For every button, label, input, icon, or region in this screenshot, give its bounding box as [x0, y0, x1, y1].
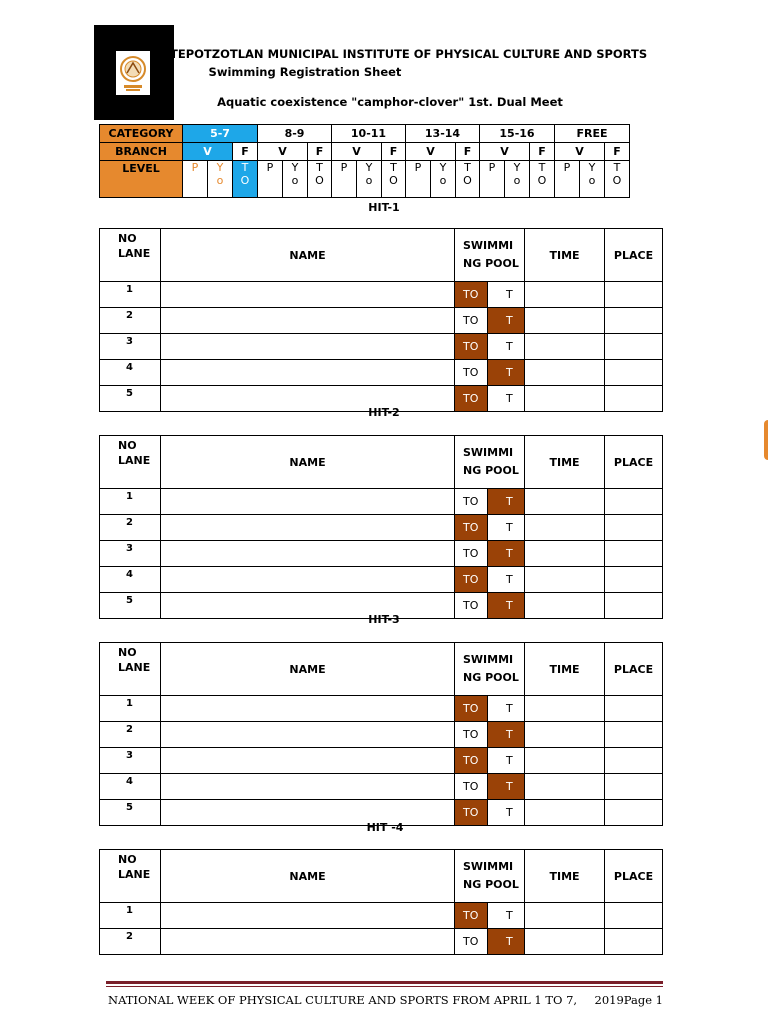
lane-number: 1	[100, 282, 161, 308]
level-label: LEVEL	[100, 161, 183, 198]
table-row	[100, 334, 663, 360]
lane-header: NO LANE	[100, 229, 161, 282]
footer-event-text: NATIONAL WEEK OF PHYSICAL CULTURE AND SPORTS FROM APRIL 1 TO 7,	[108, 993, 578, 1007]
time-cell[interactable]	[525, 593, 605, 619]
place-cell[interactable]	[605, 929, 663, 955]
branch-row	[100, 143, 630, 161]
pool-t-cell: T	[488, 593, 525, 619]
category-table	[99, 124, 630, 198]
time-cell[interactable]	[525, 696, 605, 722]
lane-number: 1	[100, 489, 161, 515]
place-cell[interactable]	[605, 696, 663, 722]
place-cell[interactable]	[605, 722, 663, 748]
branch-f: F	[456, 143, 480, 161]
heat-table	[99, 228, 663, 412]
heat-header-row	[100, 229, 663, 282]
branch-v: V	[258, 143, 308, 161]
time-cell[interactable]	[525, 800, 605, 826]
name-cell[interactable]	[161, 748, 455, 774]
pool-to-cell: TO	[455, 334, 488, 360]
pool-to-cell: TO	[455, 541, 488, 567]
place-cell[interactable]	[605, 541, 663, 567]
place-cell[interactable]	[605, 360, 663, 386]
name-cell[interactable]	[161, 515, 455, 541]
table-row	[100, 282, 663, 308]
event-title: Aquatic coexistence "camphor-clover" 1st. Dual Meet	[217, 95, 563, 109]
category-row	[100, 125, 630, 143]
place-header: PLACE	[605, 229, 663, 282]
pool-t-cell: T	[488, 903, 525, 929]
pool-header: SWIMMI NG POOL	[455, 850, 525, 903]
level-yo: Y o	[431, 161, 456, 198]
time-cell[interactable]	[525, 308, 605, 334]
lane-number: 3	[100, 334, 161, 360]
pool-t-cell: T	[488, 282, 525, 308]
pool-to-cell: TO	[455, 903, 488, 929]
pool-t-cell: T	[488, 929, 525, 955]
pool-to-cell: TO	[455, 722, 488, 748]
place-cell[interactable]	[605, 593, 663, 619]
level-to: T O	[233, 161, 258, 198]
heat-title: HIT-3	[368, 613, 400, 626]
name-cell[interactable]	[161, 541, 455, 567]
table-row	[100, 903, 663, 929]
level-row	[100, 161, 630, 198]
category-5-7: 5-7	[183, 125, 258, 143]
name-cell[interactable]	[161, 567, 455, 593]
time-cell[interactable]	[525, 722, 605, 748]
pool-t-cell: T	[488, 386, 525, 412]
name-header: NAME	[161, 436, 455, 489]
pool-t-cell: T	[488, 696, 525, 722]
pool-t-cell: T	[488, 334, 525, 360]
name-cell[interactable]	[161, 929, 455, 955]
place-cell[interactable]	[605, 567, 663, 593]
category-15-16: 15-16	[480, 125, 555, 143]
branch-v: V	[480, 143, 530, 161]
pool-to-cell: TO	[455, 489, 488, 515]
name-cell[interactable]	[161, 282, 455, 308]
pool-to-cell: TO	[455, 929, 488, 955]
table-row	[100, 567, 663, 593]
table-row	[100, 774, 663, 800]
time-cell[interactable]	[525, 515, 605, 541]
pool-header: SWIMMI NG POOL	[455, 436, 525, 489]
lane-number: 1	[100, 696, 161, 722]
branch-f: F	[605, 143, 630, 161]
level-p: P	[480, 161, 505, 198]
time-header: TIME	[525, 229, 605, 282]
pool-to-cell: TO	[455, 386, 488, 412]
lane-number: 2	[100, 722, 161, 748]
place-cell[interactable]	[605, 800, 663, 826]
pool-to-cell: TO	[455, 593, 488, 619]
sheet-title: Swimming Registration Sheet	[208, 65, 402, 79]
pool-to-cell: TO	[455, 282, 488, 308]
level-p: P	[183, 161, 208, 198]
lane-number: 2	[100, 929, 161, 955]
table-row	[100, 696, 663, 722]
time-cell[interactable]	[525, 567, 605, 593]
place-cell[interactable]	[605, 282, 663, 308]
table-row	[100, 929, 663, 955]
place-cell[interactable]	[605, 903, 663, 929]
name-header: NAME	[161, 850, 455, 903]
lane-number: 4	[100, 774, 161, 800]
time-cell[interactable]	[525, 903, 605, 929]
lane-number: 1	[100, 903, 161, 929]
name-cell[interactable]	[161, 903, 455, 929]
pool-t-cell: T	[488, 774, 525, 800]
lane-number: 4	[100, 567, 161, 593]
name-header: NAME	[161, 643, 455, 696]
institute-title: TEPOTZOTLAN MUNICIPAL INSTITUTE OF PHYSICAL CULTURE AND SPORTS	[170, 47, 648, 61]
branch-f: F	[530, 143, 555, 161]
heat-title: HIT-1	[368, 201, 400, 214]
pool-header: SWIMMI NG POOL	[455, 229, 525, 282]
time-cell[interactable]	[525, 774, 605, 800]
name-cell[interactable]	[161, 308, 455, 334]
time-cell[interactable]	[525, 929, 605, 955]
time-header: TIME	[525, 436, 605, 489]
heat-title: HIT -4	[366, 821, 404, 834]
level-yo: Y o	[357, 161, 382, 198]
pool-to-cell: TO	[455, 800, 488, 826]
level-to: T O	[530, 161, 555, 198]
branch-v: V	[406, 143, 456, 161]
table-row	[100, 515, 663, 541]
time-cell[interactable]	[525, 360, 605, 386]
logo-box	[94, 25, 174, 120]
lane-number: 5	[100, 800, 161, 826]
pool-to-cell: TO	[455, 696, 488, 722]
page-edge-mark	[764, 420, 768, 460]
branch-f: F	[382, 143, 406, 161]
branch-v: V	[183, 143, 233, 161]
lane-number: 5	[100, 593, 161, 619]
lane-number: 2	[100, 308, 161, 334]
name-cell[interactable]	[161, 334, 455, 360]
branch-v: V	[332, 143, 382, 161]
category-label: CATEGORY	[100, 125, 183, 143]
pool-to-cell: TO	[455, 774, 488, 800]
place-header: PLACE	[605, 643, 663, 696]
category-13-14: 13-14	[406, 125, 480, 143]
place-cell[interactable]	[605, 308, 663, 334]
heat-table	[99, 849, 663, 955]
time-header: TIME	[525, 643, 605, 696]
category-10-11: 10-11	[332, 125, 406, 143]
heat-title: HIT-2	[368, 406, 400, 419]
level-to: T O	[456, 161, 480, 198]
place-cell[interactable]	[605, 515, 663, 541]
time-cell[interactable]	[525, 748, 605, 774]
lane-number: 3	[100, 748, 161, 774]
table-row	[100, 308, 663, 334]
time-header: TIME	[525, 850, 605, 903]
lane-number: 5	[100, 386, 161, 412]
level-p: P	[406, 161, 431, 198]
heat-header-row	[100, 436, 663, 489]
pool-to-cell: TO	[455, 748, 488, 774]
pool-t-cell: T	[488, 308, 525, 334]
table-row	[100, 360, 663, 386]
pool-to-cell: TO	[455, 515, 488, 541]
level-p: P	[258, 161, 283, 198]
lane-number: 2	[100, 515, 161, 541]
footer-rule-thin	[106, 986, 663, 987]
category-8-9: 8-9	[258, 125, 332, 143]
level-yo: Y o	[580, 161, 605, 198]
table-row	[100, 722, 663, 748]
pool-t-cell: T	[488, 722, 525, 748]
pool-t-cell: T	[488, 567, 525, 593]
branch-label: BRANCH	[100, 143, 183, 161]
lane-header: NO LANE	[100, 436, 161, 489]
category-free: FREE	[555, 125, 630, 143]
pool-t-cell: T	[488, 748, 525, 774]
name-cell[interactable]	[161, 722, 455, 748]
pool-t-cell: T	[488, 515, 525, 541]
heat-table	[99, 642, 663, 826]
pool-to-cell: TO	[455, 360, 488, 386]
place-header: PLACE	[605, 850, 663, 903]
time-cell[interactable]	[525, 489, 605, 515]
heat-header-row	[100, 850, 663, 903]
pool-to-cell: TO	[455, 567, 488, 593]
level-yo: Y o	[283, 161, 308, 198]
lane-number: 4	[100, 360, 161, 386]
level-yo: Y o	[208, 161, 233, 198]
pool-t-cell: T	[488, 360, 525, 386]
time-cell[interactable]	[525, 334, 605, 360]
branch-f: F	[308, 143, 332, 161]
lane-number: 3	[100, 541, 161, 567]
lane-header: NO LANE	[100, 850, 161, 903]
level-yo: Y o	[505, 161, 530, 198]
pool-t-cell: T	[488, 541, 525, 567]
heat-table	[99, 435, 663, 619]
table-row	[100, 541, 663, 567]
lane-header: NO LANE	[100, 643, 161, 696]
name-cell[interactable]	[161, 489, 455, 515]
heat-header-row	[100, 643, 663, 696]
time-cell[interactable]	[525, 386, 605, 412]
name-cell[interactable]	[161, 774, 455, 800]
branch-f: F	[233, 143, 258, 161]
level-p: P	[555, 161, 580, 198]
time-cell[interactable]	[525, 541, 605, 567]
pool-t-cell: T	[488, 489, 525, 515]
level-to: T O	[605, 161, 630, 198]
place-cell[interactable]	[605, 748, 663, 774]
place-cell[interactable]	[605, 489, 663, 515]
place-header: PLACE	[605, 436, 663, 489]
pool-t-cell: T	[488, 800, 525, 826]
level-p: P	[332, 161, 357, 198]
level-to: T O	[308, 161, 332, 198]
place-cell[interactable]	[605, 334, 663, 360]
name-header: NAME	[161, 229, 455, 282]
place-cell[interactable]	[605, 386, 663, 412]
footer-page-number: 2019Page 1	[594, 993, 663, 1007]
branch-v: V	[555, 143, 605, 161]
level-to: T O	[382, 161, 406, 198]
pool-to-cell: TO	[455, 308, 488, 334]
footer-rule	[106, 981, 663, 984]
table-row	[100, 489, 663, 515]
institute-logo-icon	[116, 51, 150, 95]
name-cell[interactable]	[161, 696, 455, 722]
name-cell[interactable]	[161, 360, 455, 386]
time-cell[interactable]	[525, 282, 605, 308]
place-cell[interactable]	[605, 774, 663, 800]
pool-header: SWIMMI NG POOL	[455, 643, 525, 696]
table-row	[100, 748, 663, 774]
